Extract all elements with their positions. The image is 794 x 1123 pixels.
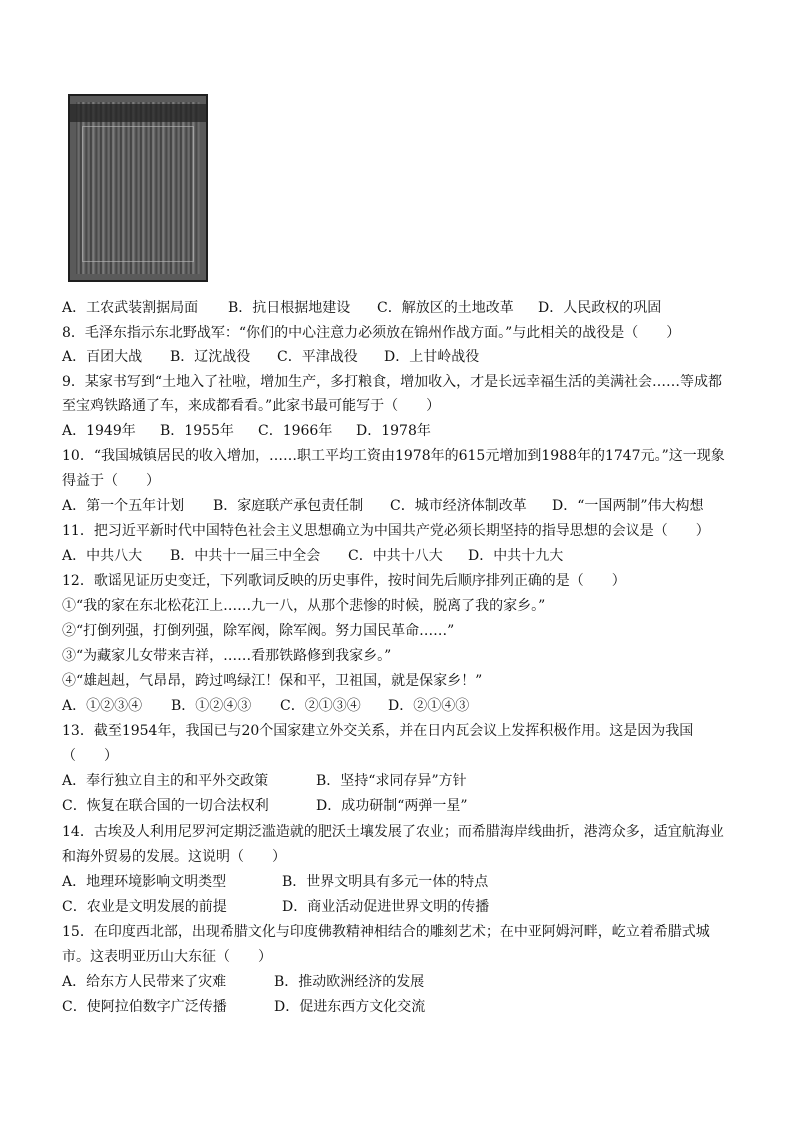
answer-option: C．平津战役 [277,349,358,365]
question-text: ③“为藏家儿女带来吉祥，……看那铁路修到我家乡。” [62,648,392,664]
answer-option: D．促进东西方文化交流 [274,999,426,1015]
historical-document-photo [68,94,208,282]
answer-option: D．商业活动促进世界文明的传播 [282,899,490,915]
question-text: 12．歌谣见证历史变迁，下列歌词反映的历史事件，按时间先后顺序排列正确的是（ ） [62,573,626,589]
answer-option: A．工农武装割据局面 [62,300,199,316]
question-text: 9．某家书写到“土地入了社啦，增加生产，多打粮食，增加收入，才是长远幸福生活的美满社会……等成都 [62,374,723,390]
answer-option: A．第一个五年计划 [62,498,185,514]
answer-option: C．1966年 [258,423,333,439]
answer-option: B．抗日根据地建设 [228,300,351,316]
answer-option: A．百团大战 [62,349,143,365]
answer-option: B．①②④③ [171,698,252,714]
question-text: 至宝鸡铁路通了车，来成都看看。”此家书最可能写于（ ） [62,398,441,414]
answer-option: C．城市经济体制改革 [390,498,527,514]
question-text: 和海外贸易的发展。这说明（ ） [62,849,286,865]
question-text: 13．截至1954年，我国已与20个国家建立外交关系，并在日内瓦会议上发挥积极作用。这是因为我国 [62,723,694,739]
answer-option: B．家庭联产承包责任制 [213,498,364,514]
answer-option: A．奉行独立自主的和平外交政策 [62,773,269,789]
answer-option: A．①②③④ [62,698,143,714]
question-text: ②“打倒列强，打倒列强，除军阀，除军阀。努力国民革命……” [62,623,455,639]
answer-option: C．农业是文明发展的前提 [62,899,227,915]
answer-option: B．辽沈战役 [170,349,251,365]
answer-option: D．上甘岭战役 [384,349,480,365]
question-text: ①“我的家在东北松花江上……九一八，从那个悲惨的时候，脱离了我的家乡。” [62,598,546,614]
answer-option: C．使阿拉伯数字广泛传播 [62,999,227,1015]
answer-option: C．恢复在联合国的一切合法权利 [62,798,269,814]
answer-option: D．成功研制“两弹一星” [316,798,468,814]
answer-option: D．人民政权的巩固 [538,300,662,316]
question-text: 15．在印度西北部，出现希腊文化与印度佛教精神相结合的雕刻艺术；在中亚阿姆河畔，屹立着希腊式城 [62,924,710,940]
answer-option: C．解放区的土地改革 [377,300,514,316]
answer-option: A．给东方人民带来了灾难 [62,974,227,990]
answer-option: D．中共十九大 [468,548,564,564]
question-text: 8．毛泽东指示东北野战军：“你们的中心注意力必须放在锦州作战方面。”与此相关的战役是（ ） [62,325,681,341]
answer-option: C．中共十八大 [348,548,443,564]
question-text: 10．“我国城镇居民的收入增加，……职工平均工资由1978年的615元增加到1988年的1747元。”这一现象 [62,448,725,464]
question-text: 市。这表明亚历山大东征（ ） [62,949,272,965]
answer-option: C．②①③④ [280,698,361,714]
answer-option: B．中共十一届三中全会 [170,548,321,564]
answer-option: B．1955年 [160,423,234,439]
answer-option: D．1978年 [356,423,431,439]
answer-option: A．1949年 [62,423,136,439]
answer-option: B．坚持“求同存异”方针 [316,773,467,789]
answer-option: D．“一国两制”伟大构想 [552,498,704,514]
question-text: ④“雄赳赳，气昂昂，跨过鸣绿江！保和平，卫祖国，就是保家乡！” [62,673,483,689]
answer-option: B．世界文明具有多元一体的特点 [282,874,489,890]
question-text: 14．古埃及人利用尼罗河定期泛滥造就的肥沃土壤发展了农业；而希腊海岸线曲折，港湾众多，适宜航海业 [62,824,724,840]
question-text: 得益于（ ） [62,473,160,489]
answer-option: B．推动欧洲经济的发展 [274,974,425,990]
answer-option: A．中共八大 [62,548,143,564]
question-text: （ ） [62,748,118,764]
question-text: 11．把习近平新时代中国特色社会主义思想确立为中国共产党必须长期坚持的指导思想的会议是（ ） [62,523,710,539]
answer-option: A．地理环境影响文明类型 [62,874,227,890]
answer-option: D．②①④③ [388,698,470,714]
